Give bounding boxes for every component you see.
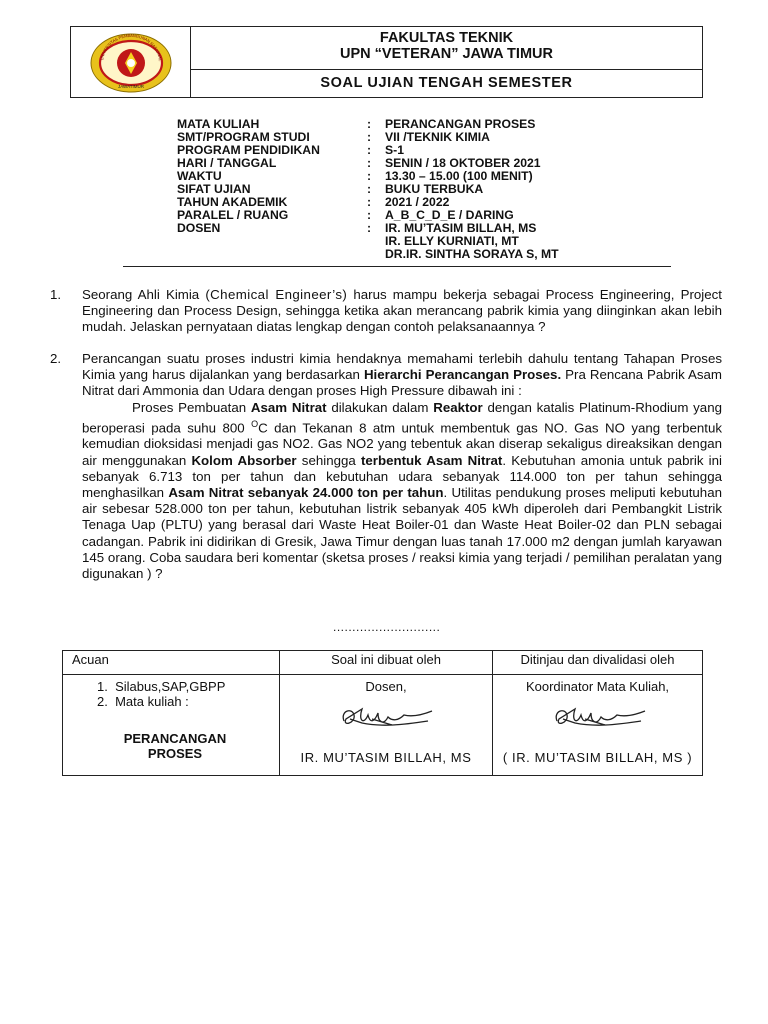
approval-table	[62, 650, 703, 776]
info-value: S-1	[385, 143, 404, 157]
info-sep: :	[367, 143, 372, 157]
question-text-part: . Kebutuhan amonia untuk pabrik ini sebanyak 6.713 ton per tahun dan kebutuhan udara sebanyak 114.000 ton per tahun sehingga menghasilkan	[82, 452, 722, 501]
lecturer-name: DR.IR. SINTHA SORAYA S, MT	[385, 247, 559, 261]
info-value: IR. MU’TASIM BILLAH, MS	[385, 221, 537, 235]
question-text-part: dilakukan dalam	[331, 399, 429, 415]
validator-cell	[493, 675, 703, 776]
question-text-part: Seorang Ahli Kimia	[82, 287, 200, 302]
question-text-bold: Asam Nitrat	[250, 399, 327, 415]
maker-role: Dosen,	[365, 679, 407, 694]
svg-text:UNIVERSITAS PEMBANGUNAN NASION: UNIVERSITAS PEMBANGUNAN NASIONAL	[99, 32, 163, 62]
signature-icon	[545, 701, 655, 737]
info-sep: :	[367, 156, 372, 170]
faculty-title: FAKULTAS TEKNIK	[379, 30, 514, 46]
info-key: PARALEL / RUANG	[177, 208, 289, 222]
validator-role: Koordinator Mata Kuliah,	[525, 679, 670, 694]
question-text-bold: terbentuk Asam Nitrat	[360, 452, 503, 468]
info-key: SIFAT UJIAN	[177, 182, 251, 196]
info-sep: :	[367, 208, 372, 222]
course-name: PERANCANGAN PROSES	[123, 731, 227, 761]
question-text-part: C dan Tekanan 8 atm untuk membentuk gas NO. Gas NO yang terbentuk kemudian dioksidasi menjadi gas NO2. Gas NO2 yang tebentuk akan diserap sekaligus direaksikan dengan air menggunakan	[82, 420, 722, 468]
table-header: Acuan	[63, 651, 280, 675]
reference-cell	[63, 675, 280, 776]
question-number: 1.	[50, 287, 62, 302]
reference-item: 2. Mata kuliah :	[97, 694, 189, 709]
info-sep: :	[367, 130, 372, 144]
question-text-part: Proses Pembuatan	[132, 399, 247, 415]
logo-cell	[71, 27, 191, 97]
svg-text:JAWATIMUR: JAWATIMUR	[117, 84, 145, 89]
question-text-bold: Asam Nitrat sebanyak 24.000 ton per tahun	[168, 485, 444, 501]
validator-name: ( IR. MU’TASIM BILLAH, MS )	[502, 750, 693, 765]
table-header: Soal ini dibuat oleh	[280, 651, 493, 675]
question-2	[50, 351, 722, 582]
question-intro	[82, 351, 722, 400]
exam-info	[177, 118, 559, 261]
question-text-bold: Kolom Absorber	[191, 452, 297, 468]
question-text	[82, 287, 722, 336]
separator-dots: ............................	[333, 620, 441, 634]
question-text-part: dengan katalis Platinum-Rhodium yang beroperasi pada suhu 800	[82, 399, 722, 436]
university-title: UPN “VETERAN” JAWA TIMUR	[340, 46, 553, 62]
question-number: 2.	[50, 351, 62, 366]
info-value: 13.30 – 15.00 (100 MENIT)	[385, 169, 533, 183]
question-text-part: harus mampu bekerja sebagai Process Engineering, Project Engineering dan Process Design, sehingga ketika akan merancang pabrik kimia yang diinginkan akan lebih mudah. Jelaskan pernyataan diatas lengkap dengan contoh pelaksanaannya ?	[82, 287, 722, 335]
degree-symbol: O	[251, 418, 259, 429]
maker-name: IR. MU’TASIM BILLAH, MS	[300, 750, 472, 765]
info-key: WAKTU	[177, 169, 222, 183]
info-key: HARI / TANGGAL	[177, 156, 277, 170]
question-text-part: . Utilitas pendukung proses meliputi kebutuhan air sebesar 528.000 ton per tahun, kebutuhan listrik sebanyak 405 kWh diperoleh dari Pembangkit Listrik Tenaga Uap (PLTU) yang berasal dari Waste Heat Boiler-01 dan Waste Heat Boiler-02 dan PLN sebagai cadangan. Pabrik ini didirikan di Gresik, Jawa Timur dengan luas tanah 17.000 m2 dengan jumlah karyawan 145 orang. Coba saudara beri komentar (sketsa proses / reaksi kimia yang terjadi / pemilihan peralatan yang digunakan ) ?	[82, 485, 722, 582]
table-header-row	[63, 651, 703, 675]
question-text-part: Pra Rencana Pabrik Asam Nitrat dari Ammonia dan Udara dengan proses High Pressure dibawah ini :	[82, 367, 723, 399]
maker-cell	[280, 675, 493, 776]
info-sep: :	[367, 117, 372, 131]
university-logo-icon	[89, 32, 173, 94]
info-value: PERANCANGAN PROSES	[385, 117, 536, 131]
signature-icon	[332, 701, 442, 737]
question-case-paragraph	[82, 400, 722, 583]
info-key: SMT/PROGRAM STUDI	[177, 130, 310, 144]
lecturer-name: IR. ELLY KURNIATI, MT	[385, 234, 519, 248]
table-row	[63, 675, 703, 776]
info-key: DOSEN	[177, 221, 221, 235]
info-sep: :	[367, 182, 372, 196]
question-text-part: sehingga	[301, 452, 356, 468]
exam-header	[70, 26, 703, 98]
question-text-bold: Reaktor	[433, 399, 483, 415]
info-value: A_B_C_D_E / DARING	[385, 208, 514, 222]
info-value: VII /TEKNIK KIMIA	[385, 130, 490, 144]
info-key: MATA KULIAH	[177, 117, 260, 131]
info-sep: :	[367, 169, 372, 183]
exam-title: SOAL UJIAN TENGAH SEMESTER	[320, 75, 573, 91]
info-key: PROGRAM PENDIDIKAN	[177, 143, 320, 157]
question-text-part: Perancangan suatu proses industri kimia hendaknya memahami terlebih dahulu tentang Tahapan Proses Kimia yang harus dijalankan yang berdasarkan	[82, 351, 722, 383]
question-text-bold: Hierarchi Perancangan Proses.	[363, 367, 562, 383]
question-text-term: (Chemical Engineer’s)	[205, 287, 348, 302]
reference-item: 1. Silabus,SAP,GBPP	[97, 679, 226, 694]
info-sep: :	[367, 221, 372, 235]
table-header: Ditinjau dan divalidasi oleh	[493, 651, 703, 675]
header-title-block	[191, 27, 702, 70]
info-key: TAHUN AKADEMIK	[177, 195, 288, 209]
info-value: 2021 / 2022	[385, 195, 450, 209]
info-value: SENIN / 18 OKTOBER 2021	[385, 156, 541, 170]
info-sep: :	[367, 195, 372, 209]
divider	[123, 266, 671, 267]
info-value: BUKU TERBUKA	[385, 182, 484, 196]
question-1	[50, 287, 722, 336]
